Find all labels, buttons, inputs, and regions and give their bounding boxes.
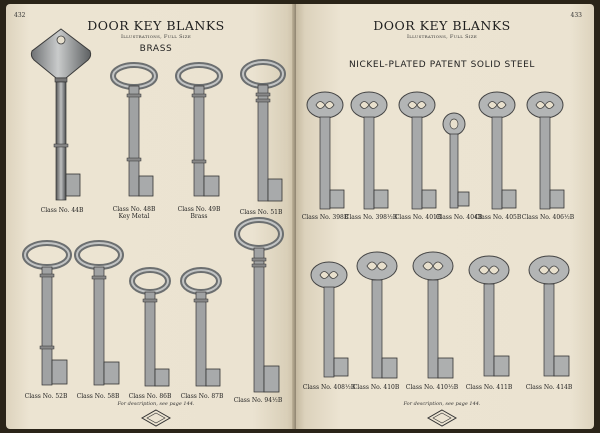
key-caption: Class No. 86B [128,393,172,400]
key-caption: Class No. 398½B [344,214,398,221]
key-caption: Class No. 48B Key Metal [112,206,156,220]
page-title: DOOR KEY BLANKS [373,18,511,33]
key-51b [238,59,288,207]
key-87b [178,267,224,391]
key-48b [109,62,159,202]
page-subtitle: Illustrations, Full Size [406,34,478,40]
key-caption: Class No. 49B Brass [177,206,221,220]
key-caption: Class No. 44B [40,207,84,214]
key-406-half-b [522,90,568,214]
key-caption: Class No. 58B [76,393,120,400]
key-44b [26,26,96,208]
key-caption: Class No. 408½B [302,384,356,391]
key-caption: Class No. 94½B [233,397,283,404]
key-caption: Class No. 52B [24,393,68,400]
key-caption: Class No. 51B [239,209,283,216]
key-401b [394,90,440,214]
key-58b [72,240,126,392]
key-52b [20,240,74,392]
right-page [296,4,594,429]
key-caption: Class No. 410½B [405,384,459,391]
footnote: For description, see page 144. [403,401,481,407]
page-number: 433 [570,12,582,19]
key-94-half-b [232,216,286,398]
key-408-half-b [306,260,352,382]
key-86b [127,267,173,391]
left-page [6,4,296,429]
key-405b [474,90,520,214]
key-caption: Class No. 414B [525,384,573,391]
section-heading-brass: BRASS [139,44,173,54]
key-49b [174,62,224,202]
page-subtitle: Illustrations, Full Size [120,34,192,40]
key-caption: Class No. 406½B [521,214,575,221]
key-404b [438,112,474,212]
key-caption: Class No. 411B [465,384,513,391]
key-411b [464,254,514,382]
key-398-half-b [346,90,392,214]
key-caption: Class No. 87B [180,393,224,400]
key-caption: Class No. 398B [301,214,349,221]
key-414b [524,254,574,382]
footnote: For description, see page 144. [117,401,195,407]
maker-logo [141,409,171,427]
section-heading-steel: NICKEL-PLATED PATENT SOLID STEEL [348,60,536,70]
page-number: 432 [14,12,26,19]
page-title: DOOR KEY BLANKS [87,18,225,33]
key-398b [302,90,348,214]
key-410b [352,250,402,384]
key-caption: Class No. 401B [394,214,442,221]
key-caption: Class No. 410B [352,384,400,391]
key-410-half-b [408,250,458,384]
key-caption: Class No. 404B [435,214,483,221]
maker-logo [427,409,457,427]
key-caption: Class No. 405B [474,214,522,221]
